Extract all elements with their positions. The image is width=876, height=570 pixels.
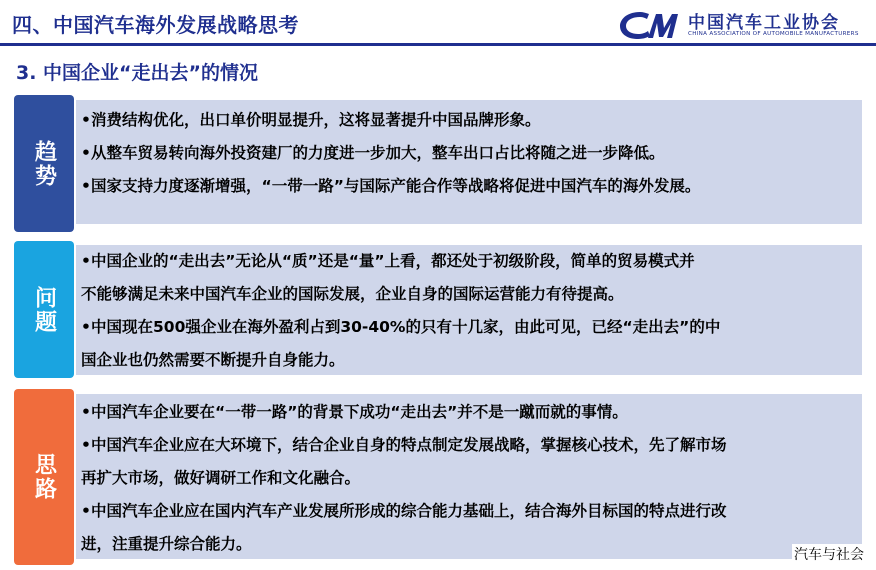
bullet-continuation: 进，注重提升综合能力。 xyxy=(81,535,252,553)
bullet-continuation: 国企业也仍然需要不断提升自身能力。 xyxy=(81,351,345,369)
bullet-item: •国家支持力度逐渐增强，“一带一路”与国际产能合作等战略将促进中国汽车的海外发展。 xyxy=(76,170,862,203)
section-subtitle: 3. 中国企业“走出去”的情况 xyxy=(16,62,259,84)
section-panel-problem xyxy=(76,245,862,375)
slide-title: 四、中国汽车海外发展战略思考 xyxy=(12,13,299,37)
bullet-continuation: 不能够满足未来中国汽车企业的国际发展，企业自身的国际运营能力有待提高。 xyxy=(81,285,624,303)
section-tab-trend xyxy=(14,95,74,232)
source-watermark: 汽车与社会 xyxy=(792,544,866,564)
section-label: 问题 xyxy=(31,285,57,334)
bullet-item: •中国汽车企业要在“一带一路”的背景下成功“走出去”并不是一蹴而就的事情。 xyxy=(76,396,862,429)
slide-header xyxy=(0,0,876,46)
section-approach xyxy=(14,389,862,565)
section-trend xyxy=(14,95,862,232)
bullet-icon: • xyxy=(81,318,91,336)
section-label: 思路 xyxy=(31,453,57,501)
bullet-item: •从整车贸易转向海外投资建厂的力度进一步加大，整车出口占比将随之进一步降低。 xyxy=(76,137,862,170)
section-problem xyxy=(14,241,862,378)
bullet-continuation: 再扩大市场，做好调研工作和文化融合。 xyxy=(81,469,361,487)
bullet-item: •中国汽车企业应在大环境下，结合企业自身的特点制定发展战略，掌握核心技术，先了解市场 xyxy=(76,429,862,462)
section-panel-trend xyxy=(76,100,862,224)
org-name-cn: 中国汽车工业协会 xyxy=(688,13,840,33)
bullet-list xyxy=(76,396,862,561)
bullet-icon: • xyxy=(81,403,91,421)
bullet-list xyxy=(76,245,862,377)
bullet-icon: • xyxy=(81,252,91,270)
org-logo xyxy=(618,6,868,42)
header-divider xyxy=(0,43,876,46)
bullet-item: •消费结构优化，出口单价明显提升，这将显著提升中国品牌形象。 xyxy=(76,104,862,137)
bullet-icon: • xyxy=(81,177,91,195)
bullet-icon: • xyxy=(81,436,91,454)
section-label: 趋势 xyxy=(31,139,57,188)
org-name-en: CHINA ASSOCIATION OF AUTOMOBILE MANUFACTURERS xyxy=(688,31,859,37)
caam-logo-icon xyxy=(618,6,680,42)
section-panel-approach xyxy=(76,394,862,559)
bullet-list xyxy=(76,104,862,203)
section-tab-problem xyxy=(14,241,74,378)
bullet-icon: • xyxy=(81,111,91,129)
bullet-icon: • xyxy=(81,144,91,162)
bullet-icon: • xyxy=(81,502,91,520)
bullet-item: •中国企业的“走出去”无论从“质”还是“量”上看，都还处于初级阶段，简单的贸易模式并 xyxy=(76,245,862,278)
bullet-item: •中国汽车企业应在国内汽车产业发展所形成的综合能力基础上，结合海外目标国的特点进行改 xyxy=(76,495,862,528)
bullet-item: •中国现在500强企业在海外盈利占到30-40%的只有十几家，由此可见，已经“走出去”的中 xyxy=(76,311,862,344)
section-tab-approach xyxy=(14,389,74,565)
